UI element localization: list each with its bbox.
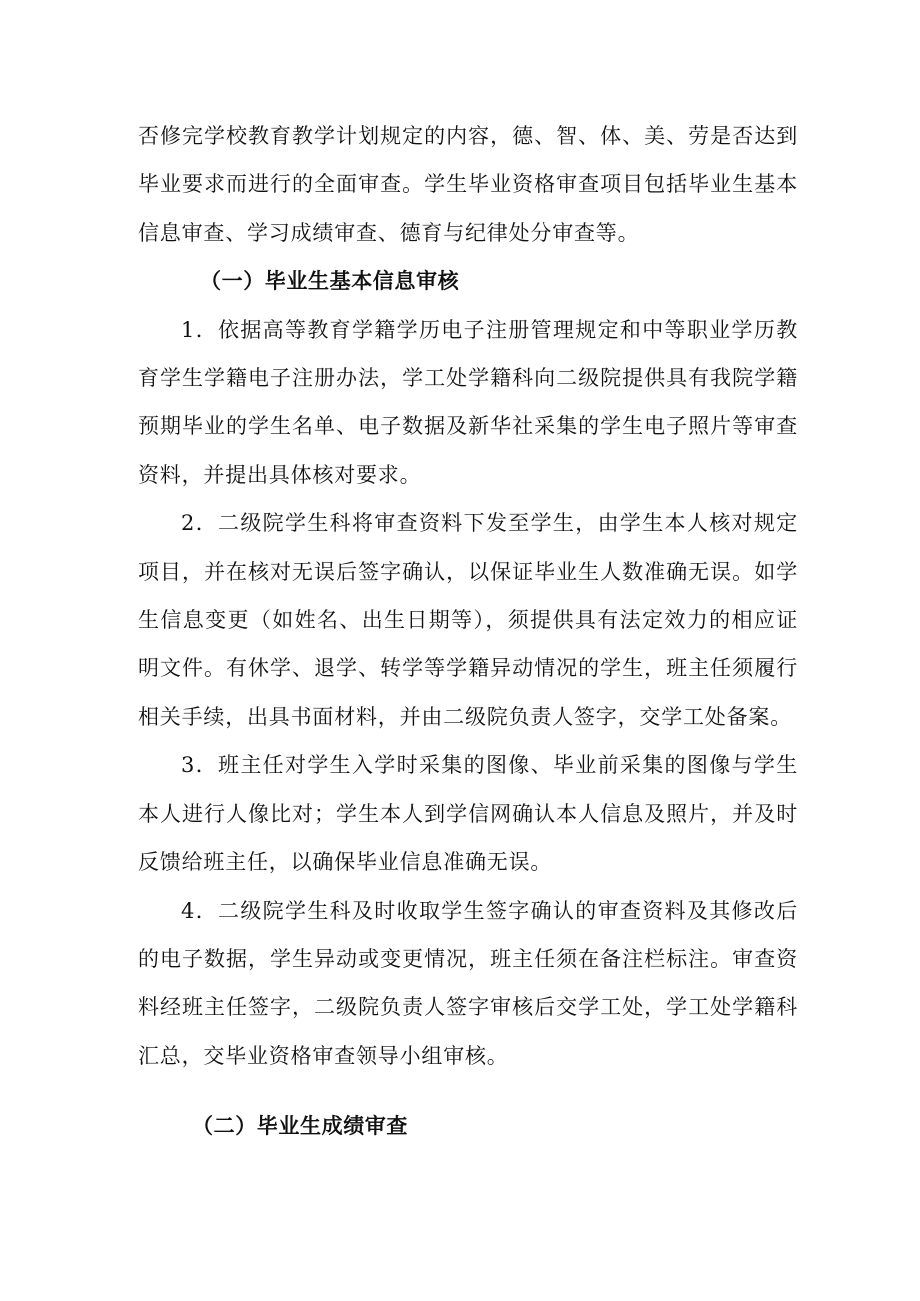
document-body [138, 112, 798, 1151]
paragraph-item-1: 1．依据高等教育学籍学历电子注册管理规定和中等职业学历教育学生学籍电子注册办法，学工处学籍科向二级院提供具有我院学籍预期毕业的学生名单、电子数据及新华社采集的学生电子照片等审查资料，并提出具体核对要求。 [138, 317, 798, 487]
paragraph-item-2: 2．二级院学生科将审查资料下发至学生，由学生本人核对规定项目，并在核对无误后签字确认，以保证毕业生人数准确无误。如学生信息变更（如姓名、出生日期等），须提供具有法定效力的相应证明文件。有休学、退学、转学等学籍异动情况的学生，班主任须履行相关手续，出具书面材料，并由二级院负责人签字，交学工处备案。 [138, 511, 798, 729]
paragraph-intro: 否修完学校教育教学计划规定的内容，德、智、体、美、劳是否达到毕业要求而进行的全面审查。学生毕业资格审查项目包括毕业生基本信息审查、学习成绩审查、德育与纪律处分审查等。 [138, 124, 798, 245]
paragraph-item-4: 4．二级院学生科及时收取学生签字确认的审查资料及其修改后的电子数据，学生异动或变更情况，班主任须在备注栏标注。审查资料经班主任签字，二级院负责人签字审核后交学工处，学工处学籍科汇总，交毕业资格审查领导小组审核。 [138, 898, 798, 1068]
section-heading-basic-info: （一）毕业生基本信息审核 [200, 269, 460, 294]
paragraph-item-3: 3．班主任对学生入学时采集的图像、毕业前采集的图像与学生本人进行人像比对；学生本人到学信网确认本人信息及照片，并及时反馈给班主任，以确保毕业信息准确无误。 [138, 753, 798, 875]
section-heading-grades: （二）毕业生成绩审查 [192, 1114, 408, 1139]
